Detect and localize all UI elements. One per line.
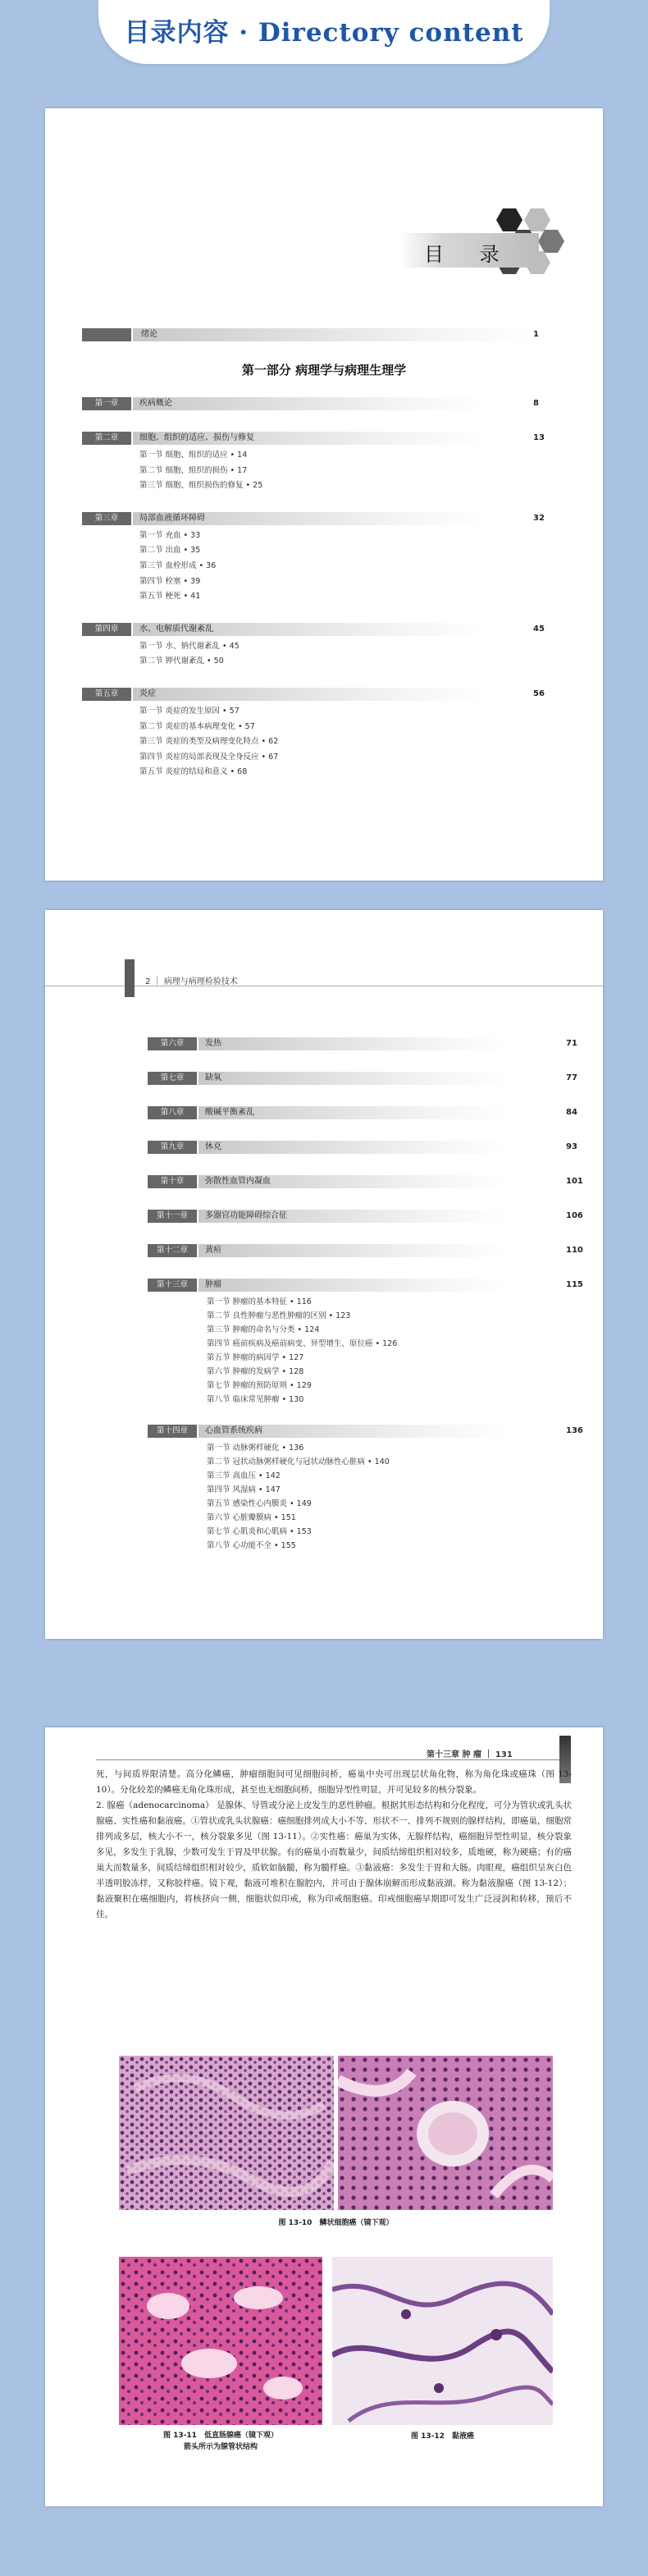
toc-page-2 [45,910,603,1639]
toc-section-entry[interactable]: 第三节 血栓形成 • 36 [139,561,217,570]
chapter-label: 第九章 [148,1141,197,1154]
chapter-gradient-bar [133,397,484,410]
toc-section-entry[interactable]: 第四节 栓塞 • 39 [139,576,201,586]
chapter-title: 发热 [205,1039,221,1048]
chapter-gradient-bar [199,1037,506,1050]
body-text: 死，与间质界限清楚。高分化鳞癌，肿瘤细胞间可见细胞间桥，癌巢中央可出现层状角化物，称为角化珠或癌珠（图 13-10）。分化较差的鳞癌无角化珠形成，甚至也无细胞间桥，细胞异型性明显，并可见较多的核分裂象。 2. 腺癌（adenocarcinoma） 是腺体、导管或分泌上皮发生的恶性肿瘤。根据其形态结构和分化程度，可分为管状或乳头状腺癌、实性癌和黏液癌。①管状或乳头状腺癌：癌细胞排列成大小不等、形状不一、排列不规则的腺样结构，即癌巢，细胞常排列成多层，核大小不一，核分裂象多见（图 13-11）。②实性癌：癌巢为实体，无腺样结构，癌细胞异型性明显，核分裂象多见，多发生于乳腺，少数可发生于胃及甲状腺。有的癌巢小而数量少，间质结缔组织相对较多，质地硬，称为硬癌；有的癌巢大而数量多，间质结缔组织相对较少，质软如脑髓，称为髓样癌。③黏液癌：多发生于胃和大肠。肉眼观，癌组织呈灰白色半透明胶冻样，又称胶样癌。镜下观，黏液可堆积在腺腔内，并可由于腺体崩解而形成黏液湖。称为黏液腺癌（图 13-12）；黏液聚积在癌细胞内，将核挤向一侧，细胞状似印戒，称为印戒细胞癌。印戒细胞癌早期即可发生广泛浸润和转移，预后不佳。 [96,1769,572,1919]
toc-section-entry[interactable]: 第七节 肿瘤的预防原则 • 129 [207,1381,312,1390]
hexagon-icon [524,208,550,231]
toc-section-entry[interactable]: 第二节 钾代谢紊乱 • 50 [139,657,224,666]
toc-section-entry[interactable]: 第八节 临床常见肿瘤 • 130 [207,1395,304,1404]
toc-section-entry[interactable]: 第一节 细胞、组织的适应 • 14 [139,451,248,460]
chapter-gradient-bar [199,1141,506,1154]
toc-section-entry[interactable]: 第四节 癌前疾病及癌前病变、异型增生、原位癌 • 126 [207,1339,398,1348]
toc-section-entry[interactable]: 第五节 肿瘤的病因学 • 127 [207,1353,304,1362]
chapter-gradient-bar [133,688,484,701]
chapter-label: 第十一章 [148,1210,197,1223]
chapter-page-number: 101 [566,1177,583,1186]
chapter-label: 第一章 [82,397,131,410]
toc-section-entry[interactable]: 第三节 细胞、组织损伤的修复 • 25 [139,481,263,491]
toc-chapter-entry[interactable] [82,512,548,527]
toc-chapter-entry[interactable] [148,1037,577,1052]
chapter-title: 细胞、组织的适应、损伤与修复 [139,433,254,442]
chapter-page-number: 93 [566,1142,577,1151]
figure-caption-13-11: 图 13-11 低直肠腺癌（镜下观） 箭头所示为腺管状结构 [163,2432,278,2451]
chapter-title: 局部血液循环障碍 [139,513,205,523]
header-rule [96,1759,559,1760]
chapter-label: 第二章 [82,432,131,445]
chapter-label: 第十三章 [148,1279,197,1292]
toc-section-entry[interactable]: 第五节 感染性心内膜炎 • 149 [207,1499,312,1508]
toc-section-entry[interactable]: 第六节 心脏瓣膜病 • 151 [207,1513,296,1522]
chapter-page-number: 84 [566,1108,577,1117]
toc-section-entry[interactable]: 第三节 炎症的类型及病理变化特点 • 62 [139,737,279,747]
intro-title: 绪论 [141,330,157,339]
chapter-title: 弥散性血管内凝血 [205,1177,271,1186]
toc-section-entry[interactable]: 第二节 良性肿瘤与恶性肿瘤的区别 • 123 [207,1311,351,1320]
chapter-page-number: 115 [566,1280,583,1289]
chapter-label: 第十四章 [148,1425,197,1438]
chapter-page-number: 71 [566,1039,577,1048]
toc-section-entry[interactable]: 第四节 炎症的局部表现及全身反应 • 67 [139,752,279,762]
toc-chapter-entry[interactable] [148,1072,577,1087]
toc-chapter-entry[interactable] [82,688,548,702]
toc-section-entry[interactable]: 第一节 动脉粥样硬化 • 136 [207,1444,304,1453]
toc-chapter-entry[interactable] [148,1141,577,1155]
micrograph-figure-13-12 [332,2257,553,2425]
toc-chapter-entry[interactable] [82,397,548,412]
toc-section-entry[interactable]: 第一节 充血 • 33 [139,530,201,540]
toc-section-entry[interactable]: 第三节 高血压 • 142 [207,1471,281,1480]
chapter-gradient-bar [199,1279,506,1292]
toc-entry-intro[interactable] [82,328,548,343]
hexagon-icon [496,208,523,231]
figure-caption-13-10: 图 13-10 鳞状细胞癌（镜下观） [278,2219,394,2227]
book-page-131 [45,1727,603,2506]
chapter-label: 第十章 [148,1175,197,1188]
toc-section-entry[interactable]: 第三节 肿瘤的命名与分类 • 124 [207,1325,320,1334]
chapter-label-bar [82,328,131,341]
chapter-page-number: 45 [533,624,545,634]
toc-title: 目 录 [424,243,514,266]
toc-chapter-entry[interactable] [148,1244,583,1259]
chapter-title: 炎症 [139,689,156,698]
hexagon-icon [538,230,564,253]
intro-page: 1 [533,330,539,339]
toc-title-box [399,233,539,268]
toc-section-entry[interactable]: 第五节 梗死 • 41 [139,592,201,602]
chapter-label: 第七章 [148,1072,197,1085]
chapter-title: 心血管系统疾病 [205,1426,262,1435]
chapter-page-number: 110 [566,1246,583,1255]
toc-chapter-entry[interactable] [148,1210,583,1224]
toc-section-entry[interactable]: 第六节 肿瘤的发病学 • 128 [207,1367,304,1376]
chapter-title: 黄疸 [205,1246,221,1255]
chapter-page-number: 8 [533,399,539,408]
micrograph-figure-13-10-left [119,2056,334,2210]
toc-section-entry[interactable]: 第二节 细胞、组织的损伤 • 17 [139,465,248,475]
toc-section-entry[interactable]: 第一节 肿瘤的基本特征 • 116 [207,1297,312,1306]
running-head: 第十三章 肿 瘤 ｜ 131 [427,1750,513,1759]
toc-section-entry[interactable]: 第二节 出血 • 35 [139,546,201,556]
chapter-page-number: 106 [566,1211,583,1220]
chapter-title: 多器官功能障碍综合征 [205,1211,287,1220]
header-marker [125,959,135,997]
chapter-title: 酸碱平衡紊乱 [205,1108,254,1117]
toc-chapter-entry[interactable] [148,1279,583,1293]
toc-page-1 [45,108,603,881]
chapter-label: 第十二章 [148,1244,197,1257]
toc-chapter-entry[interactable] [82,432,548,446]
micrograph-figure-13-11 [119,2257,322,2425]
micrograph-figure-13-10-right [338,2056,553,2210]
chapter-page-number: 56 [533,689,545,698]
toc-section-entry[interactable]: 第五节 炎症的结局和意义 • 68 [139,767,248,777]
chapter-label: 第八章 [148,1106,197,1119]
chapter-label: 第五章 [82,688,131,701]
chapter-title: 肿瘤 [205,1280,221,1289]
toc-section-entry[interactable]: 第四节 风湿病 • 147 [207,1485,281,1494]
figure-caption-13-12: 图 13-12 黏液癌 [411,2432,474,2441]
toc-chapter-entry[interactable] [148,1425,583,1439]
toc-section-entry[interactable]: 第一节 炎症的发生原因 • 57 [139,707,240,716]
toc-chapter-entry[interactable] [82,623,548,638]
chapter-title: 缺氧 [205,1073,221,1082]
chapter-label: 第三章 [82,512,131,525]
toc-section-entry[interactable]: 第二节 冠状动脉粥样硬化与冠状动脉性心脏病 • 140 [207,1457,390,1466]
toc-section-entry[interactable]: 第二节 炎症的基本病理变化 • 57 [139,721,255,731]
toc-section-entry[interactable]: 第一节 水、钠代谢紊乱 • 45 [139,641,240,651]
chapter-title: 休克 [205,1142,221,1151]
chapter-page-number: 13 [533,433,545,442]
toc-chapter-entry[interactable] [148,1175,583,1190]
chapter-title: 水、电解质代谢紊乱 [139,624,213,634]
banner-title: 目录内容 · Directory content [124,18,524,48]
toc-section-entry[interactable]: 第八节 心功能不全 • 155 [207,1541,296,1550]
chapter-gradient-bar [199,1072,506,1085]
part-title: 第一部分 病理学与病理生理学 [241,363,407,377]
chapter-label: 第四章 [82,623,131,636]
chapter-title: 疾病概论 [139,399,172,408]
toc-section-entry[interactable]: 第七节 心肌炎和心肌病 • 153 [207,1527,312,1536]
chapter-page-number: 32 [533,513,545,523]
running-head: 2 ｜ 病理与病理检验技术 [145,977,238,986]
chapter-gradient-bar [133,328,532,341]
chapter-page-number: 136 [566,1426,583,1435]
toc-chapter-entry[interactable] [148,1106,577,1121]
chapter-gradient-bar [199,1244,506,1257]
chapter-page-number: 77 [566,1073,577,1082]
chapter-label: 第六章 [148,1037,197,1050]
